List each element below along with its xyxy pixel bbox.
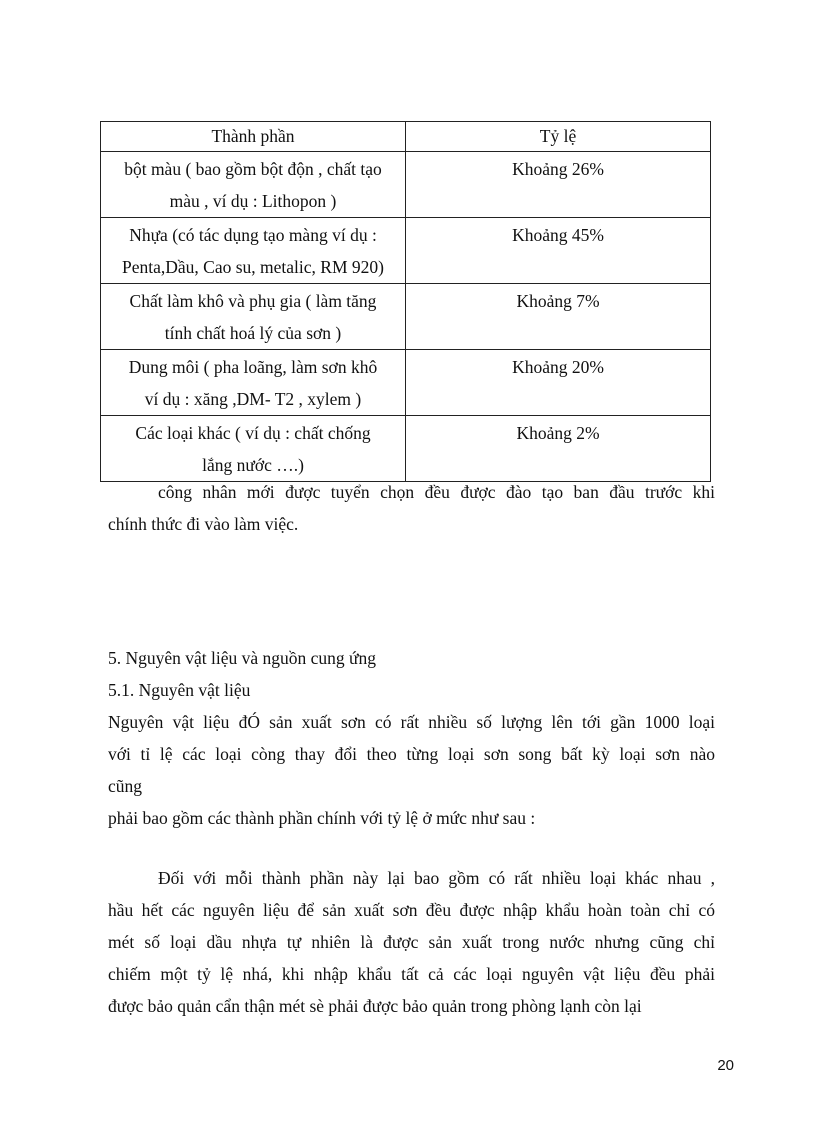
table-row — [101, 284, 711, 350]
paragraph-line: mét số loại dầu nhựa tự nhiên là được sản xuất trong nước nhưng cũng chỉ — [108, 932, 715, 952]
component-line: Dung môi ( pha loãng, làm sơn khô — [128, 357, 378, 377]
component-line: Nhựa (có tác dụng tạo màng ví dụ : — [129, 225, 377, 245]
component-line: bột màu ( bao gồm bột độn , chất tạo — [124, 159, 382, 179]
header-ratio: Tỷ lệ — [406, 122, 711, 152]
ratio-cell: Khoảng 2% — [406, 416, 711, 482]
component-line: Penta,Dầu, Cao su, metalic, RM 920) — [122, 257, 384, 277]
paragraph-line: với tỉ lệ các loại còng thay đổi theo từng loại sơn song bất kỳ loại sơn nào — [108, 744, 715, 764]
paragraph-line: Nguyên vật liệu đÓ sản xuất sơn có rất nhiều số lượng lên tới gần 1000 loại — [108, 712, 715, 732]
paragraph-line: chính thức đi vào làm việc. — [108, 514, 299, 534]
paragraph-line: cũng — [108, 776, 143, 796]
component-cell — [101, 416, 406, 482]
component-cell — [101, 218, 406, 284]
header-component: Thành phần — [101, 122, 406, 152]
paragraph-line: công nhân mới được tuyển chọn đều được đào tạo ban đầu trước khi — [158, 482, 715, 502]
table-row — [101, 416, 711, 482]
table-row — [101, 218, 711, 284]
paragraph-components — [108, 862, 715, 1022]
component-line: ví dụ : xăng ,DM- T2 , xylem ) — [144, 389, 362, 409]
component-cell — [101, 284, 406, 350]
composition-table — [100, 121, 711, 482]
paragraph-line: chiếm một tỷ lệ nhá, khi nhập khẩu tất cả các loại nguyên vật liệu đều phải — [108, 964, 715, 984]
paragraph-line: phải bao gồm các thành phần chính với tỷ lệ ở mức như sau : — [108, 808, 536, 828]
paragraph-training — [108, 476, 715, 540]
table-header-row — [101, 122, 711, 152]
component-line: lắng nước ….) — [202, 455, 304, 475]
component-line: màu , ví dụ : Lithopon ) — [169, 191, 337, 211]
subsection-heading: 5.1. Nguyên vật liệu — [108, 680, 251, 700]
ratio-cell: Khoảng 26% — [406, 152, 711, 218]
page-number: 20 — [717, 1057, 734, 1074]
paragraph-line: Đối với mỗi thành phần này lại bao gồm có rất nhiều loại khác nhau , — [158, 868, 715, 888]
ratio-cell: Khoảng 7% — [406, 284, 711, 350]
table-row — [101, 152, 711, 218]
paragraph-line: hầu hết các nguyên liệu để sản xuất sơn đều được nhập khẩu hoàn toàn chỉ có — [108, 900, 715, 920]
ratio-cell: Khoảng 20% — [406, 350, 711, 416]
component-line: Chất làm khô và phụ gia ( làm tăng — [129, 291, 377, 311]
component-cell — [101, 350, 406, 416]
component-line: tính chất hoá lý của sơn ) — [164, 323, 342, 343]
ratio-cell: Khoảng 45% — [406, 218, 711, 284]
section-materials — [108, 642, 715, 834]
component-cell — [101, 152, 406, 218]
table-row — [101, 350, 711, 416]
paragraph-line: được bảo quản cẩn thận mét sè phải được bảo quản trong phòng lạnh còn lại — [108, 996, 642, 1016]
section-heading: 5. Nguyên vật liệu và nguồn cung ứng — [108, 648, 377, 668]
component-line: Các loại khác ( ví dụ : chất chống — [135, 423, 371, 443]
